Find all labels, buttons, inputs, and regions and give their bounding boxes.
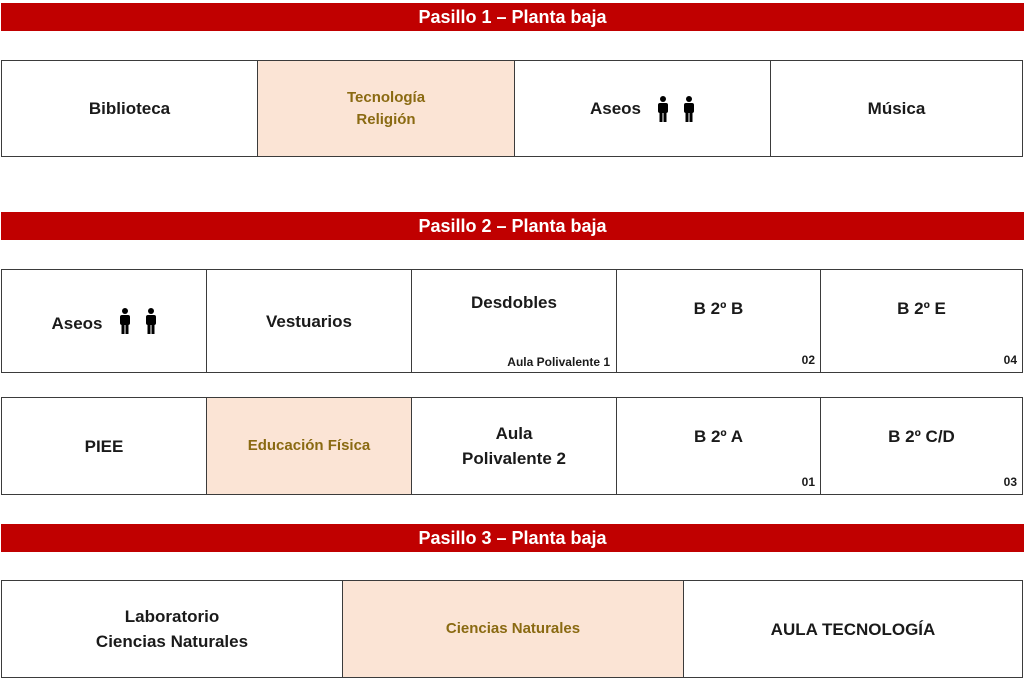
room-label: AULA TECNOLOGÍA — [770, 619, 936, 639]
room-number: 01 — [801, 475, 815, 489]
room-label: Ciencias Naturales — [445, 620, 581, 637]
room-label: PIEE — [84, 436, 124, 456]
room-label: B 2º C/D — [888, 427, 955, 446]
pasillo-3-title: Pasillo 3 – Planta baja — [418, 527, 607, 548]
room-label-line2: Polivalente 2 — [462, 449, 566, 468]
room-label: Música — [867, 99, 926, 118]
pasillo-2-banner — [1, 212, 1024, 240]
room-piee — [2, 398, 207, 494]
pasillo-3-banner — [1, 524, 1024, 552]
room-label-line1: Aula — [495, 424, 533, 443]
room-laboratorio — [2, 581, 343, 677]
person-icon — [683, 96, 695, 122]
room-number: 04 — [1003, 353, 1017, 367]
room-label: B 2º E — [897, 299, 946, 318]
room-musica — [771, 61, 1022, 156]
room-label-line2: Religión — [356, 110, 416, 128]
person-icon — [119, 308, 131, 334]
room-label: Desdobles — [471, 293, 557, 312]
room-label: B 2º A — [693, 427, 744, 446]
room-label: Vestuarios — [266, 311, 352, 331]
room-label: B 2º B — [693, 299, 744, 318]
room-aula-polivalente-2 — [412, 398, 617, 494]
room-educacion-fisica — [207, 398, 412, 494]
pasillo-2-title: Pasillo 2 – Planta baja — [418, 215, 607, 236]
room-sublabel: Aula Polivalente 1 — [507, 355, 610, 369]
room-ciencias-naturales — [343, 581, 684, 677]
room-label-line2: Ciencias Naturales — [95, 632, 249, 651]
room-number: 03 — [1003, 475, 1017, 489]
restroom-icons — [657, 96, 695, 122]
restroom-icons — [119, 308, 157, 334]
room-label: Aseos — [589, 99, 642, 118]
room-tecnologia-religion — [258, 61, 515, 156]
room-vestuarios — [207, 270, 412, 372]
room-aseos-2 — [2, 270, 207, 372]
room-aseos-1 — [515, 61, 771, 156]
pasillo-1-banner — [1, 3, 1024, 31]
room-aula-tecnologia — [684, 581, 1022, 677]
room-label: Aseos — [51, 313, 103, 333]
pasillo-2-row-2 — [1, 397, 1023, 495]
room-number: 02 — [801, 353, 815, 367]
room-desdobles — [412, 270, 617, 372]
pasillo-2-row-1 — [1, 269, 1023, 373]
pasillo-3-row — [1, 580, 1023, 678]
room-label: Educación Física — [247, 437, 371, 454]
room-label-line1: Tecnología — [346, 88, 426, 106]
room-b2b — [617, 270, 821, 372]
room-b2e — [821, 270, 1022, 372]
pasillo-1-title: Pasillo 1 – Planta baja — [418, 6, 607, 27]
room-label-line1: Laboratorio — [124, 607, 220, 626]
person-icon — [657, 96, 669, 122]
pasillo-1-row — [1, 60, 1023, 157]
person-icon — [145, 308, 157, 334]
room-b2cd — [821, 398, 1022, 494]
room-b2a — [617, 398, 821, 494]
room-biblioteca — [2, 61, 258, 156]
room-label: Biblioteca — [88, 99, 171, 118]
